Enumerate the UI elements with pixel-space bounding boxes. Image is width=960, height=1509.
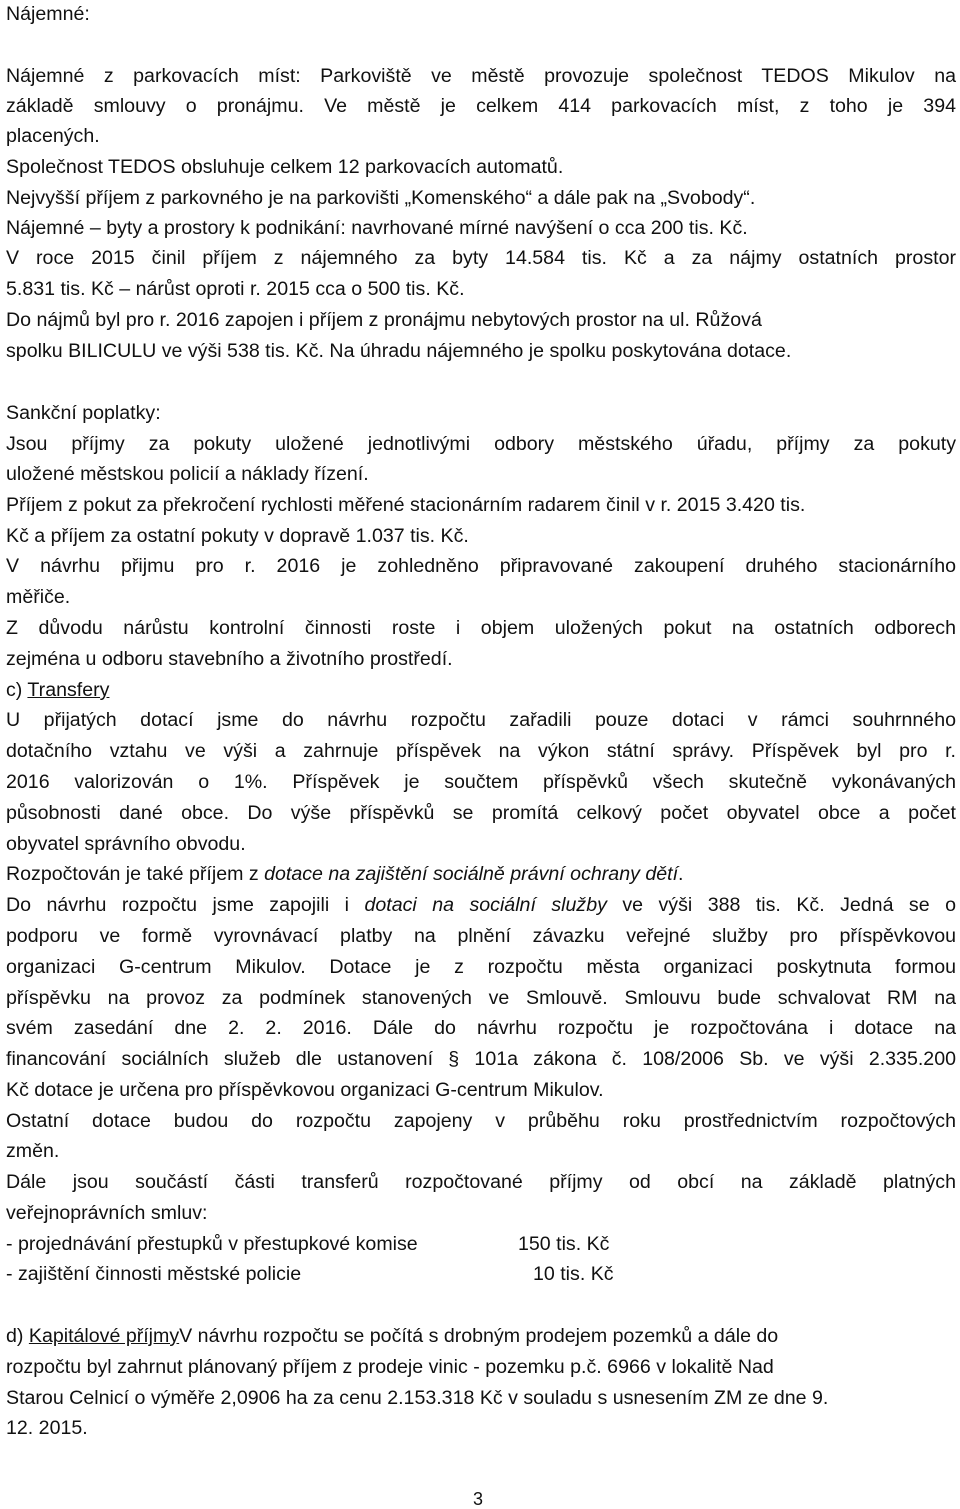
sankcni-line-6: měřiče. xyxy=(6,586,71,608)
transfery-title: Transfery xyxy=(27,679,110,701)
transfery-line-11: svém zasedání dne 2. 2. 2016. Dále do návrhu rozpočtu je rozpočtována i dotace na xyxy=(6,1017,956,1039)
transfery-line-12: financování sociálních služeb dle ustanovení § 101a zákona č. 108/2006 Sb. ve výši 2.335.200 xyxy=(6,1048,956,1070)
transfery-line-14: Ostatní dotace budou do rozpočtu zapojeny v průběhu roku prostřednictvím rozpočtových xyxy=(6,1110,956,1132)
najemne-line-4: Společnost TEDOS obsluhuje celkem 12 parkovacích automatů. xyxy=(6,156,564,178)
najemne-line-3: placených. xyxy=(6,125,100,147)
sankcni-line-5: V návrhu přijmu pro r. 2016 je zohledněno připravované zakoupení druhého stacionárního xyxy=(6,555,956,577)
najemne-line-5: Nejvyšší příjem z parkovného je na parkovišti „Komenského“ a dále pak na „Svobody“. xyxy=(6,187,756,209)
transfery-prefix: c) xyxy=(6,679,28,701)
transfery-line-5: obyvatel správního obvodu. xyxy=(6,833,246,855)
transfery-line-9: organizaci G-centrum Mikulov. Dotace je z rozpočtu města organizaci poskytnuta formou xyxy=(6,956,956,978)
sankcni-line-4: Kč a příjem za ostatní pokuty v dopravě 1.037 tis. Kč. xyxy=(6,525,469,547)
najemne-line-7: V roce 2015 činil příjem z nájemného za byty 14.584 tis. Kč a za nájmy ostatních prostor xyxy=(6,247,956,269)
najemne-line-1: Nájemné z parkovacích míst: Parkoviště ve městě provozuje společnost TEDOS Mikulov na xyxy=(6,65,956,87)
transfery-line-3: 2016 valorizován o 1%. Příspěvek je součtem příspěvků všech skutečně vykonávaných xyxy=(6,771,956,793)
sankcni-line-3: Příjem z pokut za překročení rychlosti měřené stacionárním radarem činil v r. 2015 3.420 tis. xyxy=(6,494,806,516)
kapitalove-line-3: Starou Celnicí o výměře 2,0906 ha za cenu 2.153.318 Kč v souladu s usnesením ZM ze dne 9. xyxy=(6,1387,829,1409)
heading-najemne: Nájemné: xyxy=(6,3,90,25)
kapitalove-line-1 xyxy=(6,1324,778,1348)
list-item-label: - zajištění činnosti městské policie xyxy=(6,1263,302,1285)
transfery-line-6-c: . xyxy=(678,863,684,885)
transfery-line-2: dotačního vztahu ve výši a zahrnuje příspěvek na výkon státní správy. Příspěvek byl pro r. xyxy=(6,740,956,762)
najemne-line-2: základě smlouvy o pronájmu. Ve městě je celkem 414 parkovacích míst, z toho je 394 xyxy=(6,95,956,117)
najemne-line-8: 5.831 tis. Kč – nárůst oproti r. 2015 cca o 500 tis. Kč. xyxy=(6,278,465,300)
sankcni-line-8: zejména u odboru stavebního a životního prostředí. xyxy=(6,648,453,670)
transfery-line-1: U přijatých dotací jsme do návrhu rozpočtu zařadili pouze dotaci v rámci souhrnného xyxy=(6,709,956,731)
kapitalove-line-1-rest: V návrhu rozpočtu se počítá s drobným prodejem pozemků a dále do xyxy=(179,1325,779,1347)
transfery-line-13: Kč dotace je určena pro příspěvkovou organizaci G-centrum Mikulov. xyxy=(6,1079,604,1101)
sankcni-line-7: Z důvodu nárůstu kontrolní činnosti roste i objem uložených pokut na ostatních odborech xyxy=(6,617,956,639)
transfery-line-6-a: Rozpočtován je také příjem z xyxy=(6,863,265,885)
transfery-line-8: podporu ve formě vyrovnávací platby na plnění závazku veřejné služby pro příspěvkovou xyxy=(6,925,956,947)
list-item xyxy=(6,1232,609,1256)
transfery-line-4: působnosti dané obce. Do výše příspěvků se promítá celkový počet obyvatel obce a počet xyxy=(6,802,956,824)
transfery-line-6-italic: dotace na zajištění sociálně právní ochrany dětí xyxy=(264,863,679,885)
list-item xyxy=(6,1262,614,1286)
list-item-value: 150 tis. Kč xyxy=(518,1233,610,1255)
kapitalove-line-2: rozpočtu byl zahrnut plánovaný příjem z prodeje vinic - pozemku p.č. 6966 v lokalitě Nad xyxy=(6,1356,774,1378)
sankcni-line-2: uložené městskou policií a náklady řízení. xyxy=(6,463,369,485)
transfery-line-17: veřejnoprávních smluv: xyxy=(6,1202,208,1224)
najemne-line-6: Nájemné – byty a prostory k podnikání: navrhované mírné navýšení o cca 200 tis. Kč. xyxy=(6,217,748,239)
list-item-value: 10 tis. Kč xyxy=(533,1263,614,1285)
transfery-line-7-italic: dotaci na sociální služby xyxy=(364,894,607,916)
sankcni-line-1: Jsou příjmy za pokuty uložené jednotlivými odbory městského úřadu, příjmy za pokuty xyxy=(6,433,956,455)
transfery-line-7-c: ve výši 388 tis. Kč. Jedná se o xyxy=(606,894,956,916)
page-number: 3 xyxy=(473,1489,484,1509)
transfery-line-6 xyxy=(6,862,683,886)
transfery-line-7-a: Do návrhu rozpočtu jsme zapojili i xyxy=(6,894,365,916)
heading-sankcni: Sankční poplatky: xyxy=(6,402,161,424)
list-item-label: - projednávání přestupků v přestupkové komise xyxy=(6,1233,418,1255)
najemne-line-10: spolku BILICULU ve výši 538 tis. Kč. Na úhradu nájemného je spolku poskytována dotace. xyxy=(6,340,792,362)
kapitalove-title: Kapitálové příjmy xyxy=(28,1325,180,1347)
kapitalove-prefix: d) xyxy=(6,1325,29,1347)
kapitalove-line-4: 12. 2015. xyxy=(6,1417,88,1439)
najemne-line-9: Do nájmů byl pro r. 2016 zapojen i příjem z pronájmu nebytových prostor na ul. Růžová xyxy=(6,309,762,331)
transfery-line-15: změn. xyxy=(6,1140,60,1162)
transfery-line-10: příspěvku na provoz za podmínek stanovených ve Smlouvě. Smlouvu bude schvalovat RM na xyxy=(6,987,956,1009)
transfery-line-7 xyxy=(6,893,956,917)
heading-transfery xyxy=(6,678,109,702)
transfery-line-16: Dále jsou součástí části transferů rozpočtované příjmy od obcí na základě platných xyxy=(6,1171,956,1193)
